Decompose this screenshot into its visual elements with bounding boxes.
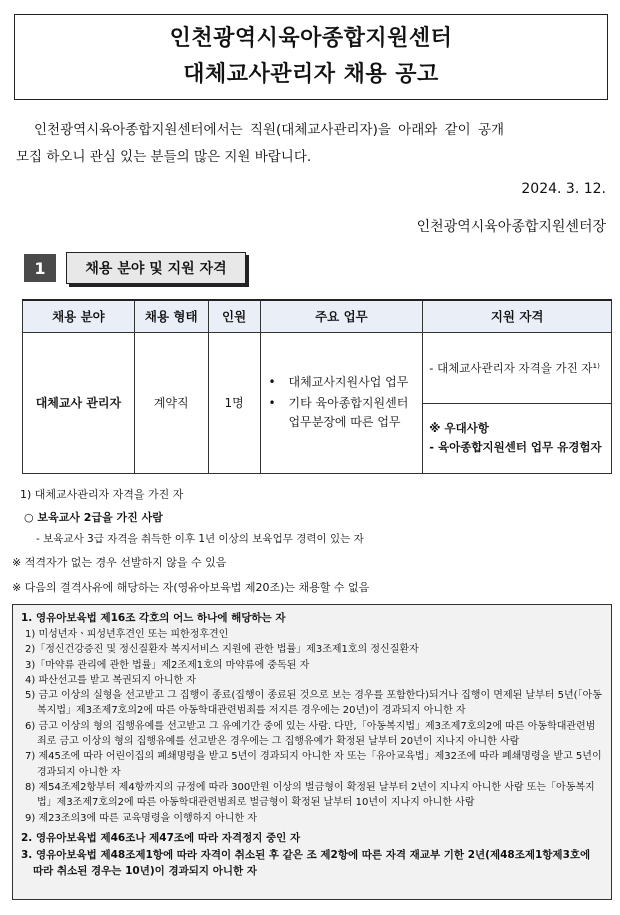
cell-duty xyxy=(260,332,423,473)
note-footnote: 1) 대체교사관리자 자격을 가진 자 xyxy=(20,488,184,501)
preference-title: ※ 우대사항 xyxy=(429,421,489,435)
disq-heading-1: 1. 영유아보육법 제16조 각호의 어느 하나에 해당하는 자 xyxy=(21,612,286,624)
intro-line1: 인천광역시육아종합지원센터에서는 직원(대체교사관리자)을 아래와 같이 공개 xyxy=(34,122,505,138)
disq-item: 5) 금고 이상의 실형을 선고받고 그 집행이 종료(집행이 종료된 것으로 보는 경우를 포함한다)되거나 집행이 면제된 날부터 5년(「아동복지법」제3조제7호의2에 따른 아동학대관련범죄를 저지른 경우에는 20년)이 경과되지 아니한 자 xyxy=(25,690,602,717)
section-number: 1 xyxy=(24,254,56,282)
title-box xyxy=(14,14,608,100)
table-row xyxy=(23,332,612,403)
header-qualification: 지원 자격 xyxy=(423,300,612,332)
disq-item: 2)「정신건강증진 및 정신질환자 복지서비스 지원에 관한 법률」제3조제1호의 정신질환자 xyxy=(25,644,419,656)
title-line2: 대체교사관리자 채용 공고 xyxy=(183,62,439,87)
duty-item: • 대체교사지원사업 업무 xyxy=(267,373,423,392)
disqualification-box xyxy=(12,604,612,900)
header-field: 채용 분야 xyxy=(23,300,135,332)
disq-heading-3: 3. 영유아보육법 제48조제1항에 따라 자격이 취소된 후 같은 조 제2항에 따른 자격 재교부 기한 2년(제48조제1항제3호에 따라 취소된 경우는 10년)이 경과되지 아니한 자 xyxy=(21,848,591,877)
disq-item: 9) 제23조의3에 따른 교육명령을 이행하지 아니한 자 xyxy=(25,812,257,824)
organization-signature: 인천광역시육아종합지원센터장 xyxy=(416,219,606,235)
note-sub-qualification: - 보육교사 3급 자격을 취득한 이후 1년 이상의 보육업무 경력이 있는 자 xyxy=(36,533,364,545)
table-header-row xyxy=(23,300,612,332)
note-qualification: ○ 보육교사 2급을 가진 사람 xyxy=(24,511,163,524)
disq-item: 8) 제54조제2항부터 제4항까지의 규정에 따라 300만원 이상의 벌금형이 확정된 날부터 2년이 지나지 아니한 사람 또는「아동복지법」제3조제7호의2에 따른 아동학대관련범죄로 벌금형이 확정된 날부터 10년이 지나지 아니한 사람 xyxy=(25,781,595,809)
cell-count: 1명 xyxy=(208,332,260,473)
cell-qualification: - 대체교사관리자 자격을 가진 자¹⁾ xyxy=(423,332,612,403)
cell-preference xyxy=(423,403,612,473)
disq-heading-2: 2. 영유아보육법 제46조나 제47조에 따라 자격정지 중인 자 xyxy=(21,831,301,844)
title-line1: 인천광역시육아종합지원센터 xyxy=(169,26,453,51)
intro-text xyxy=(16,117,608,171)
cell-field: 대체교사 관리자 xyxy=(23,332,135,473)
cell-type: 계약직 xyxy=(134,332,208,473)
disq-item: 4) 파산선고를 받고 복권되지 아니한 자 xyxy=(25,674,197,686)
announcement-date: 2024. 3. 12. xyxy=(521,181,606,197)
intro-line2: 모집 하오니 관심 있는 분들의 많은 지원 바랍니다. xyxy=(16,149,312,165)
header-type: 채용 형태 xyxy=(134,300,208,332)
disq-item: 1) 미성년자ㆍ피성년후견인 또는 피한정후견인 xyxy=(25,629,229,640)
header-duty: 주요 업무 xyxy=(260,300,423,332)
disq-item: 3)「마약류 관리에 관한 법률」제2조제1호의 마약류에 중독된 자 xyxy=(25,659,310,671)
duty-item: • 기타 육아종합지원센터 업무분장에 따른 업무 xyxy=(267,394,423,432)
recruit-table xyxy=(22,299,612,474)
header-count: 인원 xyxy=(208,300,260,332)
preference-item: - 육아종합지원센터 업무 유경험자 xyxy=(429,440,602,454)
section-title: 채용 분야 및 지원 자격 xyxy=(66,252,246,284)
disq-item: 7) 제45조에 따라 어린이집의 폐쇄명령을 받고 5년이 경과되지 아니한 자 또는「유아교육법」제32조에 따라 폐쇄명령을 받고 5년이 경과되지 아니한 자 xyxy=(25,751,602,778)
note-disqualification: ※ 다음의 결격사유에 해당하는 자(영유아보육법 제20조)는 채용할 수 없음 xyxy=(12,581,370,594)
note-no-selection: ※ 적격자가 없는 경우 선발하지 않을 수 있음 xyxy=(12,556,227,569)
disq-item: 6) 금고 이상의 형의 집행유예를 선고받고 그 유예기간 중에 있는 사람. 다만,「아동복지법」제3조제7호의2에 따른 아동학대관련범죄로 금고 이상의 형의 집행유예를 선고받은 경우에는 그 집행유예가 확정된 날부터 20년이 지나지 아니한 사람 xyxy=(25,720,596,748)
